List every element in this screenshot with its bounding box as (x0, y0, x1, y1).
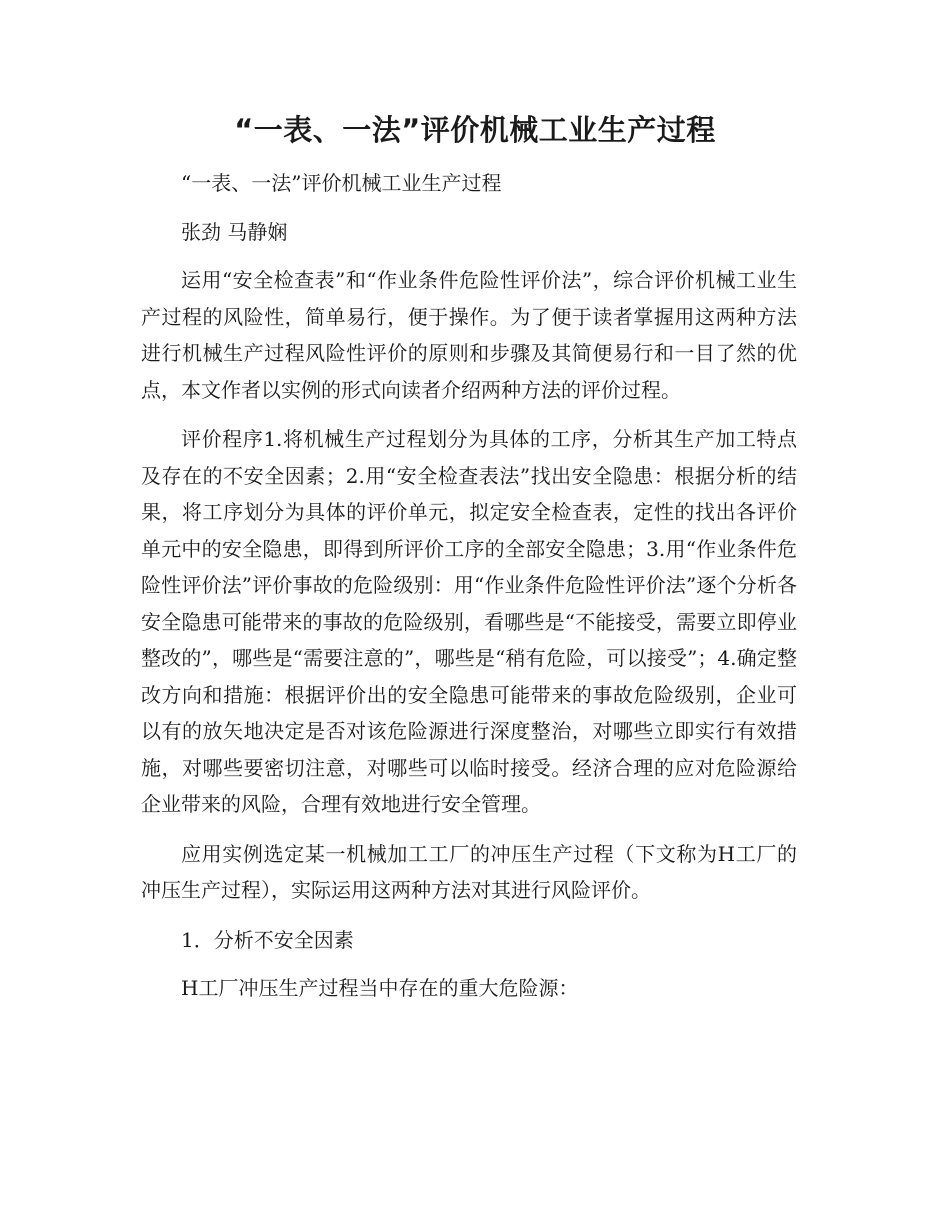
paragraph-example: 应用实例选定某一机械加工工厂的冲压生产过程（下文称为H工厂的冲压生产过程），实际运用这两种方法对其进行风险评价。 (141, 841, 797, 902)
document-subtitle: “一表、一法”评价机械工业生产过程 (181, 171, 502, 195)
document-body (141, 165, 797, 1019)
document-title: “一表、一法”评价机械工业生产过程 (234, 113, 716, 147)
document-authors: 张劲 马静娴 (181, 219, 288, 244)
section-text: H工厂冲压生产过程当中存在的重大危险源： (181, 976, 579, 1000)
paragraph-procedure: 评价程序1.将机械生产过程划分为具体的工序，分析其生产加工特点及存在的不安全因素；2.用“安全检查表法”找出安全隐患：根据分析的结果，将工序划分为具体的评价单元，拟定安全检查表，定性的找出各评价单元中的安全隐患，即得到所评价工序的全部安全隐患；3.用“作业条件危险性评价法”评价事故的危险级别：用“作业条件危险性评价法”逐个分析各安全隐患可能带来的事故的危险级别，看哪些是“不能接受，需要立即停业整改的”，哪些是“需要注意的”，哪些是“稍有危险，可以接受”；4.确定整改方向和措施：根据评价出的安全隐患可能带来的事故危险级别，企业可以有的放矢地决定是否对该危险源进行深度整治，对哪些立即实行有效措施，对哪些要密切注意，对哪些可以临时接受。经济合理的应对危险源给企业带来的风险，合理有效地进行安全管理。 (141, 427, 797, 816)
section-heading: 1．分析不安全因素 (181, 927, 354, 952)
paragraph-intro: 运用“安全检查表”和“作业条件危险性评价法”，综合评价机械工业生产过程的风险性，简单易行，便于操作。为了便于读者掌握用这两种方法进行机械生产过程风险性评价的原则和步骤及其简便易行和一目了然的优点，本文作者以实例的形式向读者介绍两种方法的评价过程。 (141, 268, 797, 402)
